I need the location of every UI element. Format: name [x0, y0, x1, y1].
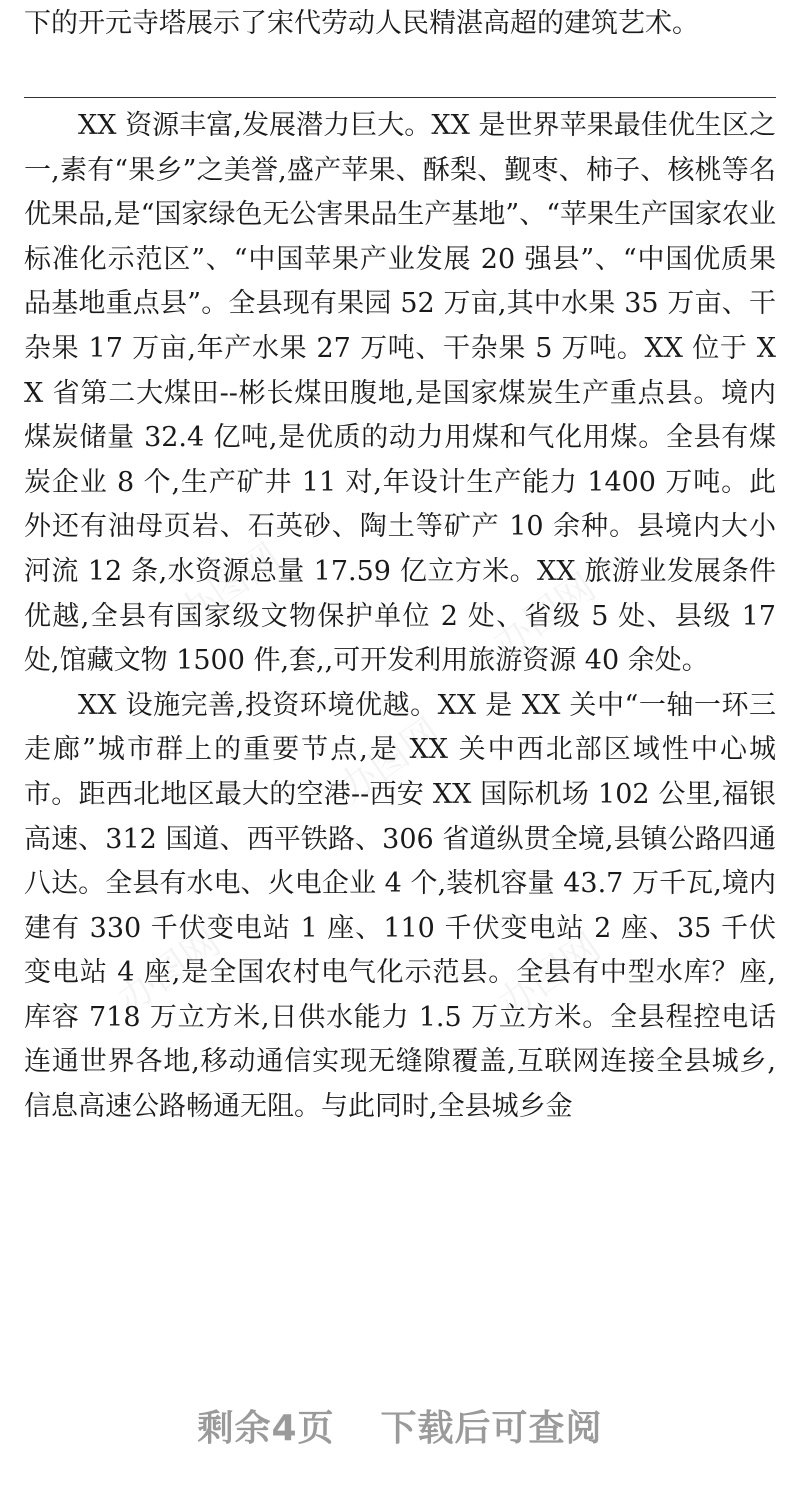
- document-body: [24, 104, 776, 1130]
- paragraph-resources: XX 资源丰富,发展潜力巨大。XX 是世界苹果最佳优生区之一,素有“果乡”之美誉,盛产苹果、酥梨、觐枣、柿子、核桃等名优果品,是“国家绿色无公害果品生产基地”、“苹果生产国家农业标准化示范区”、“中国苹果产业发展 20 强县”、“中国优质果品基地重点县”。全县现有果园 52 万亩,其中水果 35 万亩、干杂果 17 万亩,年产水果 27 万吨、干杂果 5 万吨。XX 位于 XX 省第二大煤田--彬长煤田腹地,是国家煤炭生产重点县。境内煤炭储量 32.4 亿吨,是优质的动力用煤和气化用煤。全县有煤炭企业 8 个,生产矿井 11 对,年设计生产能力 1400 万吨。此外还有油母页岩、石英砂、陶土等矿产 10 余种。县境内大小河流 12 条,水资源总量 17.59 亿立方米。XX 旅游业发展条件优越,全县有国家级文物保护单位 2 处、省级 5 处、县级 17 处,馆藏文物 1500 件,套,,可开发利用旅游资源 40 余处。: [24, 110, 776, 677]
- remaining-pages-label: 剩余4页: [197, 1408, 335, 1449]
- paragraph-infrastructure: XX 设施完善,投资环境优越。XX 是 XX 关中“一轴一环三走廊”城市群上的重要节点,是 XX 关中西北部区域性中心城市。距西北地区最大的空港--西安 XX 国际机场 102 公里,福银高速、312 国道、西平铁路、306 省道纵贯全境,县镇公路四通八达。全县有水电、火电企业 4 个,装机容量 43.7 万千瓦,境内建有 330 千伏变电站 1 座、110 千伏变电站 2 座、35 千伏变电站 4 座,是全国农村电气化示范县。全县有中型水库？座,库容 718 万立方米,日供水能力 1.5 万立方米。全县程控电话连通世界各地,移动通信实现无缝隙覆盖,互联网连接全县城乡,信息高速公路畅通无阻。与此同时,全县城乡金: [24, 689, 776, 1123]
- page-divider: [24, 97, 776, 98]
- previous-paragraph-tail: 下的开元寺塔展示了宋代劳动人民精湛高超的建筑艺术。: [24, 8, 699, 39]
- download-hint-label: 下载后可查阅: [380, 1408, 603, 1449]
- download-banner[interactable]: [0, 1400, 800, 1451]
